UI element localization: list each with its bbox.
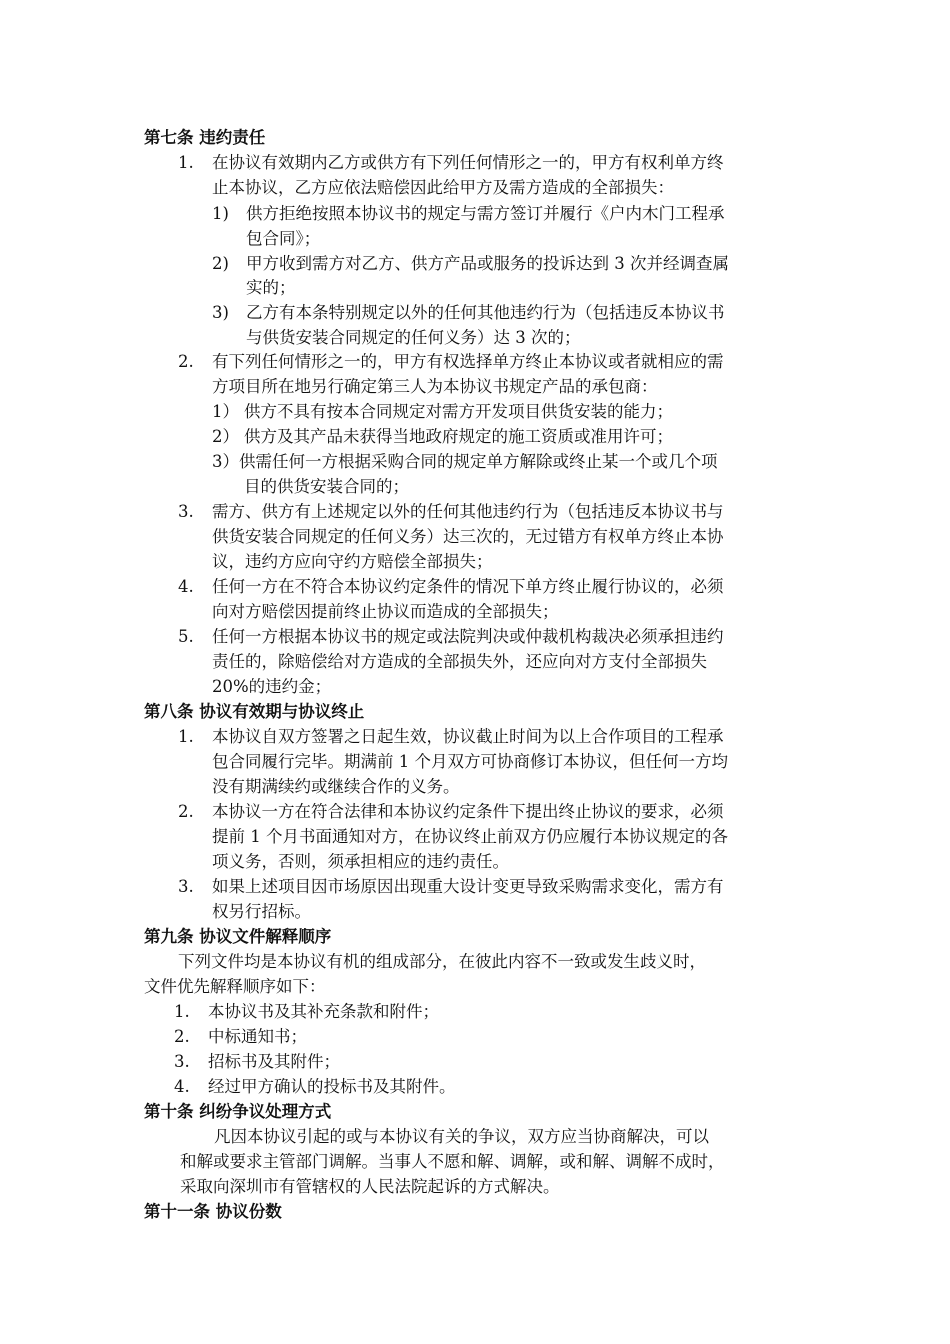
- art7-sub-1-line-2: 包合同》；: [246, 229, 321, 248]
- art7-item-5-line-1: 任何一方根据本协议书的规定或法院判决或仲裁机构裁决必须承担违约: [212, 627, 724, 646]
- art7-sub-1-number: 1): [212, 204, 229, 223]
- art8-item-2-line-1: 本协议一方在符合法律和本协议约定条件下提出终止协议的要求，必须: [212, 802, 724, 821]
- art7-item-4-line-2: 向对方赔偿因提前终止协议而造成的全部损失；: [212, 602, 559, 621]
- art9-paragraph-line-1: 下列文件均是本协议有机的组成部分，在彼此内容不一致或发生歧义时，: [178, 952, 706, 971]
- art9-item-3-number: 3.: [174, 1052, 190, 1071]
- article-10-title: 第十条 纠纷争议处理方式: [144, 1102, 332, 1121]
- art7-item-1-line-1: 在协议有效期内乙方或供方有下列任何情形之一的，甲方有权利单方终: [212, 153, 724, 172]
- art7-sub-2-number: 2): [212, 254, 229, 273]
- art7-item-4-number: 4.: [178, 577, 194, 596]
- article-8-title: 第八条 协议有效期与协议终止: [144, 702, 365, 721]
- article-11-title: 第十一条 协议份数: [144, 1202, 282, 1221]
- art7-item-3-line-3: 议，违约方应向守约方赔偿全部损失；: [212, 552, 493, 571]
- art7-item-5-number: 5.: [178, 627, 194, 646]
- art7-sub-2-line-2: 实的；: [246, 278, 296, 297]
- art8-item-2-line-3: 项义务，否则，须承担相应的违约责任。: [212, 852, 509, 871]
- article-9-title: 第九条 协议文件解释顺序: [144, 927, 332, 946]
- art9-item-1-number: 1.: [174, 1002, 190, 1021]
- art8-item-3-line-2: 权另行招标。: [212, 902, 311, 921]
- art8-item-3-number: 3.: [178, 877, 194, 896]
- art9-item-4-line-1: 经过甲方确认的投标书及其附件。: [208, 1077, 456, 1096]
- art7-clause-1-line-1: 供方不具有按本合同规定对需方开发项目供货安装的能力；: [244, 402, 673, 421]
- art8-item-2-line-2: 提前 1 个月书面通知对方，在协议终止前双方仍应履行本协议规定的各: [212, 827, 728, 846]
- art9-paragraph-line-2: 文件优先解释顺序如下：: [144, 977, 326, 996]
- art7-item-2-line-2: 方项目所在地另行确定第三人为本协议书规定产品的承包商：: [212, 377, 658, 396]
- art7-item-2-number: 2.: [178, 352, 194, 371]
- art7-sub-2-line-1: 甲方收到需方对乙方、供方产品或服务的投诉达到 3 次并经调查属: [246, 254, 729, 273]
- art9-item-1-line-1: 本协议书及其补充条款和附件；: [208, 1002, 439, 1021]
- art8-item-1-line-1: 本协议自双方签署之日起生效，协议截止时间为以上合作项目的工程承: [212, 727, 724, 746]
- art10-paragraph-line-2: 和解或要求主管部门调解。当事人不愿和解、调解，或和解、调解不成时，: [180, 1152, 725, 1171]
- art7-clause-2-number: 2）: [212, 427, 239, 446]
- art10-paragraph-line-1: 凡因本协议引起的或与本协议有关的争议，双方应当协商解决，可以: [214, 1127, 709, 1146]
- art8-item-2-number: 2.: [178, 802, 194, 821]
- art7-clause-3-line-2: 目的供货安装合同的；: [244, 477, 409, 496]
- art10-paragraph-line-3: 采取向深圳市有管辖权的人民法院起诉的方式解决。: [180, 1177, 560, 1196]
- art9-item-2-line-1: 中标通知书；: [208, 1027, 307, 1046]
- art7-clause-1-number: 1）: [212, 402, 239, 421]
- art7-item-1-number: 1.: [178, 153, 194, 172]
- article-7-title: 第七条 违约责任: [144, 128, 266, 147]
- art7-item-5-line-2: 责任的，除赔偿给对方造成的全部损失外，还应向对方支付全部损失: [212, 652, 707, 671]
- art7-item-3-line-1: 需方、供方有上述规定以外的任何其他违约行为（包括违反本协议书与: [212, 502, 724, 521]
- art8-item-3-line-1: 如果上述项目因市场原因出现重大设计变更导致采购需求变化，需方有: [212, 877, 724, 896]
- art7-sub-3-line-2: 与供货安装合同规定的任何义务）达 3 次的；: [246, 328, 581, 347]
- art7-sub-3-number: 3): [212, 303, 229, 322]
- art8-item-1-line-2: 包合同履行完毕。期满前 1 个月双方可协商修订本协议，但任何一方均: [212, 752, 728, 771]
- art7-clause-3-line-1: 3）供需任何一方根据采购合同的规定单方解除或终止某一个或几个项: [212, 452, 718, 471]
- art7-item-1-line-2: 止本协议，乙方应依法赔偿因此给甲方及需方造成的全部损失：: [212, 178, 674, 197]
- art9-item-3-line-1: 招标书及其附件；: [208, 1052, 340, 1071]
- art7-sub-3-line-1: 乙方有本条特别规定以外的任何其他违约行为（包括违反本协议书: [246, 303, 725, 322]
- art7-item-5-line-3: 20%的违约金；: [212, 677, 332, 696]
- art7-item-3-number: 3.: [178, 502, 194, 521]
- art7-item-4-line-1: 任何一方在不符合本协议约定条件的情况下单方终止履行协议的，必须: [212, 577, 724, 596]
- art8-item-1-line-3: 没有期满续约或继续合作的义务。: [212, 777, 460, 796]
- art7-item-3-line-2: 供货安装合同规定的任何义务）达三次的，无过错方有权单方终止本协: [212, 527, 724, 546]
- art7-clause-2-line-1: 供方及其产品未获得当地政府规定的施工资质或准用许可；: [244, 427, 673, 446]
- art9-item-2-number: 2.: [174, 1027, 190, 1046]
- art7-sub-1-line-1: 供方拒绝按照本协议书的规定与需方签订并履行《户内木门工程承: [246, 204, 725, 223]
- art8-item-1-number: 1.: [178, 727, 194, 746]
- art9-item-4-number: 4.: [174, 1077, 190, 1096]
- art7-item-2-line-1: 有下列任何情形之一的，甲方有权选择单方终止本协议或者就相应的需: [212, 352, 724, 371]
